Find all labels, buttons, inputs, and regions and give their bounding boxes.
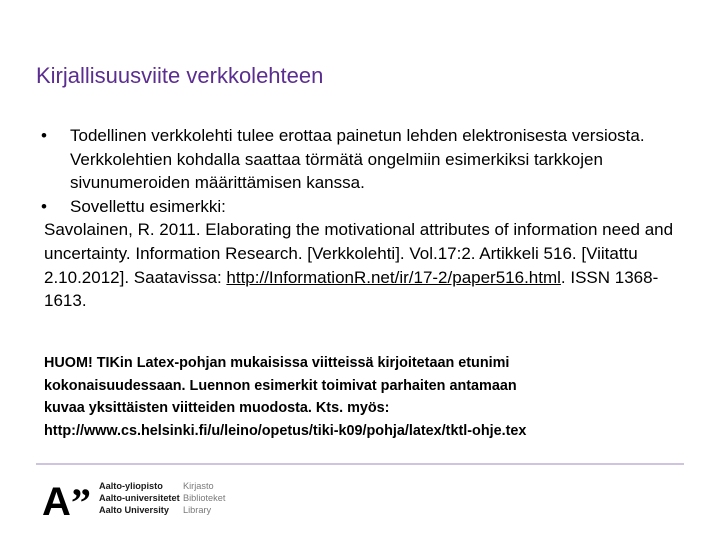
- note-block: [44, 352, 684, 442]
- reference-text-end: . ISSN 1368-1613.: [44, 267, 659, 311]
- slide-title: Kirjallisuusviite verkkolehteen: [36, 63, 324, 88]
- logo-org-name: Aalto-universitetet: [99, 493, 180, 503]
- bullet-text: Todellinen verkkolehti tulee erottaa painetun lehden elektronisesta versiosta. Verkkolehtien kohdalla saattaa törmätä ongelmiin esimerkiksi tarkkojen sivunumeroiden määrittämisen kanssa.: [70, 126, 645, 193]
- reference-link[interactable]: http://InformationR.net/ir/17-2/paper516.html: [226, 267, 561, 287]
- slide-body: [41, 124, 684, 313]
- logo-org-name: Aalto-yliopisto: [99, 481, 163, 491]
- bullet-item: [41, 195, 684, 219]
- note-line: kokonaisuudessaan. Luennon esimerkit toimivat parhaiten antamaan: [44, 377, 517, 394]
- note-line: HUOM! TIKin Latex-pohjan mukaisissa viitteissä kirjoitetaan etunimi: [44, 355, 510, 371]
- bullet-text: Sovellettu esimerkki:: [70, 196, 226, 216]
- logo-unit-name: Biblioteket: [183, 493, 226, 503]
- aalto-a-logo-icon: [42, 482, 94, 516]
- logo-unit-name: Library: [183, 505, 212, 515]
- footer-divider: [36, 463, 684, 465]
- reference-example: [44, 218, 684, 312]
- logo-mark: A: [42, 482, 71, 516]
- bullet-marker: •: [41, 196, 47, 216]
- bullet-marker: •: [41, 126, 47, 145]
- bullet-item: [41, 124, 684, 195]
- aalto-logo: [42, 480, 262, 516]
- note-line: kuvaa yksittäisten viitteiden muodosta. Kts. myös:: [44, 400, 390, 416]
- note-line: http://www.cs.helsinki.fi/u/leino/opetus/tiki-k09/pohja/latex/tktl-ohje.tex: [44, 422, 527, 439]
- reference-text: Savolainen, R. 2011. Elaborating the motivational attributes of information need and uncertainty. Information Research. [Verkkolehti]. Vol.17:2. Artikkeli 516. [Viitattu 2.10.2012]. Saatavissa:: [44, 220, 674, 287]
- logo-unit-name: Kirjasto: [183, 481, 214, 491]
- logo-org-name: Aalto University: [99, 505, 169, 515]
- logo-quote: ”: [71, 482, 91, 516]
